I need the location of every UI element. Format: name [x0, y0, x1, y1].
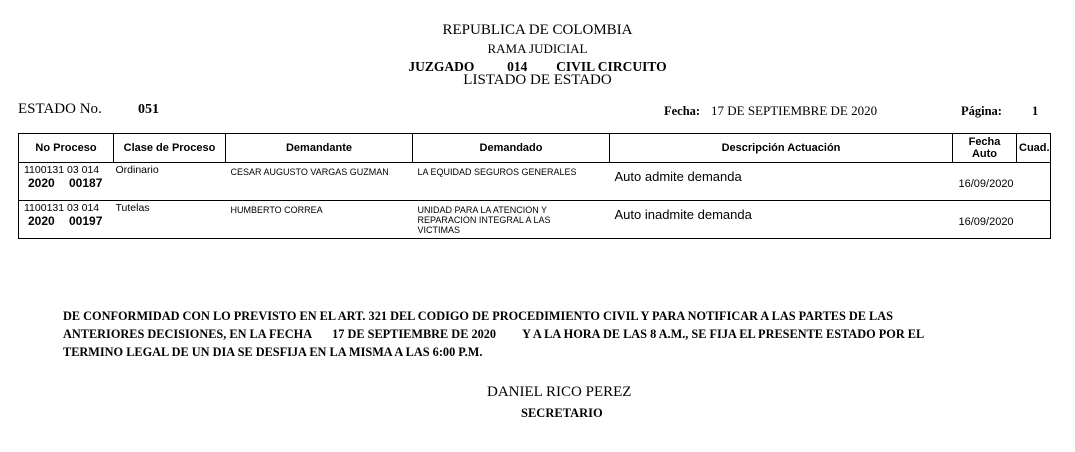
actuacion: Auto inadmite demanda — [614, 207, 752, 222]
header-republica: REPUBLICA DE COLOMBIA — [442, 22, 633, 38]
demandante: CESAR AUGUSTO VARGAS GUZMAN — [230, 167, 389, 177]
notice-line-3: TERMINO LEGAL DE UN DIA SE DESFIJA EN LA MISMA A LAS 6:00 P.M. — [63, 345, 483, 359]
juzgado-number: 014 — [507, 59, 528, 74]
cell-actuacion — [610, 201, 953, 239]
proceso-numero: 00187 — [69, 176, 103, 190]
table-row — [19, 201, 1051, 239]
juzgado-type: CIVIL CIRCUITO — [556, 59, 667, 74]
cell-no-proceso — [19, 163, 114, 201]
notice-date: 17 DE SEPTIEMBRE DE 2020 — [332, 327, 497, 341]
fecha-auto: 16/09/2020 — [958, 178, 1014, 190]
cell-demandado — [413, 201, 610, 239]
col-cuad: Cuad. — [1017, 134, 1051, 163]
estado-number: 051 — [138, 102, 159, 117]
cell-demandado — [413, 163, 610, 201]
proceso-ano: 2020 — [28, 176, 55, 190]
col-demandante: Demandante — [226, 134, 413, 163]
radicado: 1100131 03 014 — [24, 164, 100, 176]
juzgado-label: JUZGADO — [408, 59, 475, 74]
demandante: HUMBERTO CORREA — [230, 205, 323, 215]
cell-cuad — [1017, 163, 1051, 201]
notice-line-2 — [63, 325, 1023, 343]
col-fecha-auto: Fecha Auto — [953, 134, 1017, 163]
cell-fecha-auto — [953, 201, 1017, 239]
cell-clase — [114, 163, 226, 201]
fecha-auto: 16/09/2020 — [958, 216, 1014, 228]
col-no-proceso: No Proceso — [19, 134, 114, 163]
col-clase-proceso: Clase de Proceso — [114, 134, 226, 163]
fecha-value: 17 DE SEPTIEMBRE DE 2020 — [711, 103, 878, 118]
notice-paragraph — [63, 307, 1023, 361]
cell-clase — [114, 201, 226, 239]
cell-demandante — [226, 163, 413, 201]
estado-table — [18, 133, 1051, 239]
pagina-label: Página: — [961, 104, 1002, 118]
cell-cuad — [1017, 201, 1051, 239]
estado-label: ESTADO No. — [18, 101, 102, 117]
proceso-ano: 2020 — [28, 214, 55, 228]
fecha-label: Fecha: — [664, 104, 701, 118]
demandado: UNIDAD PARA LA ATENCION Y REPARACION INTEGRAL A LAS VICTIMAS — [417, 205, 551, 235]
notice-line-1: DE CONFORMIDAD CON LO PREVISTO EN EL ART. 321 DEL CODIGO DE PROCEDIMIENTO CIVIL Y PARA NOTIFICAR A LAS PARTES DE LAS — [63, 309, 893, 323]
header-listado: LISTADO DE ESTADO — [463, 72, 612, 88]
notice-line-2-end: Y A LA HORA DE LAS 8 A.M., SE FIJA EL PRESENTE ESTADO POR EL — [522, 327, 925, 341]
signature-title: SECRETARIO — [521, 406, 603, 420]
notice-line-2-start: ANTERIORES DECISIONES, EN LA FECHA — [63, 327, 313, 341]
cell-actuacion — [610, 163, 953, 201]
table-header-row — [19, 134, 1051, 163]
pagina-value: 1 — [1032, 104, 1039, 118]
signature-name: DANIEL RICO PEREZ — [487, 384, 632, 400]
col-descripcion-actuacion: Descripción Actuación — [610, 134, 953, 163]
cell-demandante — [226, 201, 413, 239]
proceso-numero: 00197 — [69, 214, 103, 228]
clase-proceso: Ordinario — [115, 164, 159, 176]
cell-fecha-auto — [953, 163, 1017, 201]
radicado: 1100131 03 014 — [24, 202, 100, 214]
col-demandado: Demandado — [413, 134, 610, 163]
table-row — [19, 163, 1051, 201]
header-rama-judicial: RAMA JUDICIAL — [487, 41, 588, 56]
demandado: LA EQUIDAD SEGUROS GENERALES — [417, 167, 577, 177]
cell-no-proceso — [19, 201, 114, 239]
actuacion: Auto admite demanda — [614, 169, 742, 184]
clase-proceso: Tutelas — [115, 202, 150, 214]
